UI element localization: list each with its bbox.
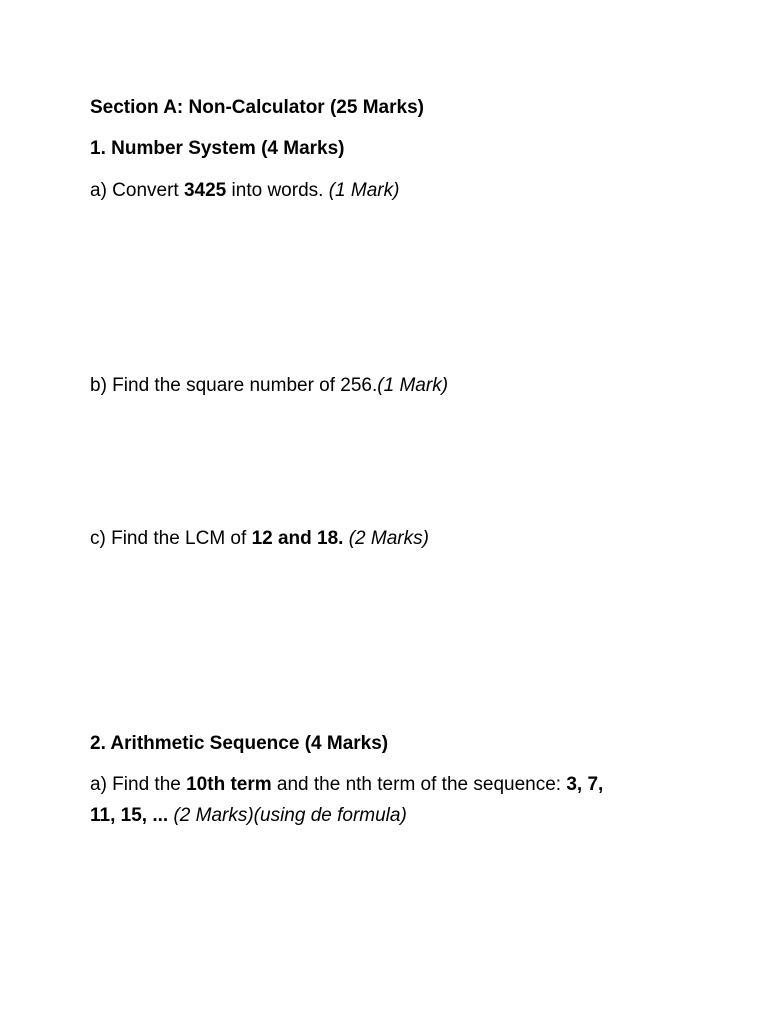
question-1b-text: b) Find the square number of 256. xyxy=(90,375,378,396)
question-2a-middle: and the nth term of the sequence: xyxy=(271,774,567,795)
question-1c-prefix: c) Find the LCM of xyxy=(90,528,252,549)
question-2a-line-1 xyxy=(90,769,690,800)
question-2a-term: 10th term xyxy=(186,774,272,795)
question-1c-marks: (2 Marks) xyxy=(348,528,429,549)
question-2a-sequence-part-2: 11, 15, ... xyxy=(90,805,169,826)
question-2a-line-2 xyxy=(90,800,690,831)
question-1b xyxy=(90,370,690,401)
question-1c xyxy=(90,523,690,554)
question-2-heading: 2. Arithmetic Sequence (4 Marks) xyxy=(90,733,389,754)
question-2a-prefix: a) Find the xyxy=(90,774,187,795)
question-1a-prefix: a) Convert xyxy=(90,180,184,201)
question-1c-numbers: 12 and 18. xyxy=(251,528,344,549)
question-2a-marks: (2 Marks)(using de formula) xyxy=(173,805,407,826)
question-1b-marks: (1 Mark) xyxy=(377,375,449,396)
question-1a xyxy=(90,175,690,206)
question-1a-middle: into words. xyxy=(226,180,329,201)
question-2a-sequence-part-1: 3, 7, xyxy=(566,774,604,795)
question-1a-number: 3425 xyxy=(183,180,227,201)
section-title: Section A: Non-Calculator (25 Marks) xyxy=(90,97,424,118)
question-1-heading: 1. Number System (4 Marks) xyxy=(90,138,345,159)
question-1a-marks: (1 Mark) xyxy=(328,180,400,201)
